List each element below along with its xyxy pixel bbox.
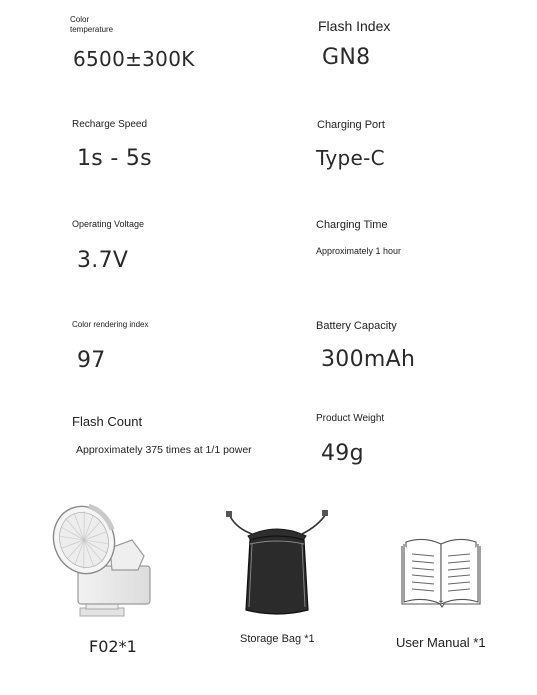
charging-port-value: Type-C [316, 146, 385, 170]
flash-index-value: GN8 [322, 45, 371, 70]
battery-capacity-label: Battery Capacity [316, 320, 397, 332]
flash-unit-caption: F02*1 [89, 637, 137, 656]
recharge-speed-label: Recharge Speed [72, 119, 148, 130]
product-weight-label: Product Weight [316, 413, 385, 424]
storage-bag-caption: Storage Bag *1 [240, 633, 315, 645]
color-temperature-label [70, 15, 116, 35]
flash-count-label: Flash Count [72, 414, 143, 429]
color-temperature-value: 6500±300K [73, 47, 195, 71]
user-manual-caption: User Manual *1 [396, 635, 486, 650]
charging-time-value: Approximately 1 hour [316, 246, 402, 256]
color-temperature-label-line1: Color [70, 15, 90, 24]
operating-voltage-value: 3.7V [77, 248, 129, 273]
color-rendering-index-label: Color rendering index [72, 320, 149, 329]
storage-bag-icon [222, 506, 336, 622]
product-weight-value: 49g [321, 441, 364, 466]
flash-index-label: Flash Index [318, 18, 391, 34]
flash-count-value: Approximately 375 times at 1/1 power [76, 444, 252, 456]
charging-port-label: Charging Port [317, 119, 385, 131]
operating-voltage-label: Operating Voltage [72, 219, 145, 229]
open-book-icon [398, 534, 484, 610]
color-temperature-label-line2: temperature [70, 25, 114, 34]
charging-time-label: Charging Time [316, 219, 388, 231]
battery-capacity-value: 300mAh [321, 347, 416, 372]
color-rendering-index-value: 97 [77, 348, 106, 373]
recharge-speed-value: 1s - 5s [77, 146, 152, 171]
flash-unit-icon [40, 496, 168, 624]
